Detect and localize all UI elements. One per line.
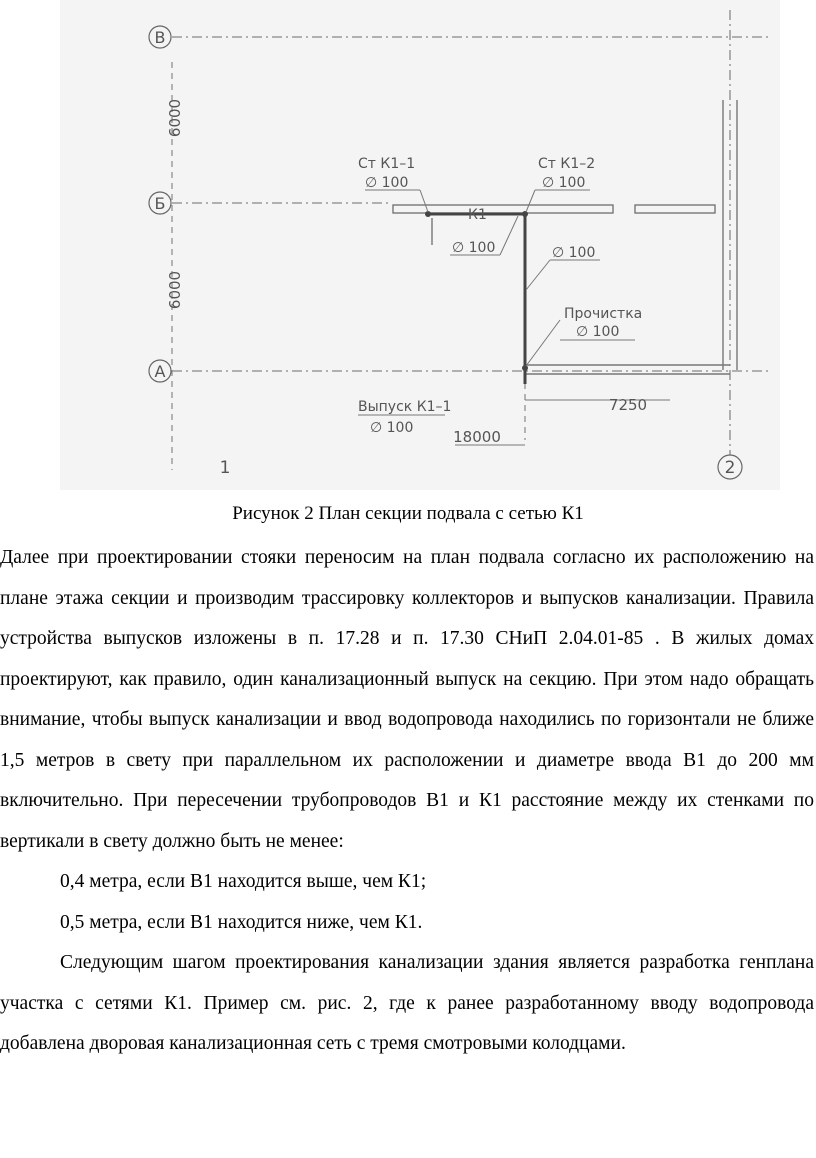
st2-diameter: ∅ 100 [542, 175, 586, 191]
st2-label: Ст К1–2 [538, 156, 596, 172]
axis-label-a: А [154, 362, 166, 381]
body-text [0, 538, 814, 1065]
pipe2-diameter: ∅ 100 [552, 245, 596, 261]
plan-drawing [60, 0, 780, 490]
axis-label-v: В [154, 28, 166, 47]
figure-caption: Рисунок 2 План секции подвала с сетью К1 [232, 503, 584, 524]
st1-diameter: ∅ 100 [365, 175, 409, 191]
riser-st2-dot [522, 211, 528, 217]
outlet-label: Выпуск К1–1 [358, 399, 452, 415]
cleanout-diameter: ∅ 100 [576, 324, 620, 340]
paragraph-2: 0,4 метра, если В1 находится выше, чем К1; [60, 871, 427, 892]
leader-clean [526, 320, 560, 366]
dim-6000-top: 6000 [166, 98, 184, 138]
st1-label: Ст К1–1 [358, 156, 416, 172]
paragraph-3: 0,5 метра, если В1 находится ниже, чем К1. [60, 911, 423, 933]
axis-label-2: 2 [724, 458, 736, 478]
leader-pipe1 [500, 216, 518, 255]
paragraph-4: Следующим шагом проектирования канализации здания является разработка генплана участка с сетями К1. Пример см. рис. 2, где к ранее разработанному вводу водопровода добавлена дворовая канализационная сеть с тремя смотровыми колодцами. [0, 952, 814, 1054]
leader-st2 [526, 190, 535, 212]
dim-6000-bottom: 6000 [166, 270, 184, 310]
pipe1-diameter: ∅ 100 [452, 240, 496, 256]
paragraph-1: Далее при проектировании стояки переносим на план подвала согласно их расположению на плане этажа секции и производим трассировку коллекторов и выпусков канализации. Правила устройства выпусков изложены в п. 17.28 и п. 17.30 СНиП 2.04.01-85 . В жилых домах проектируют, как правило, один канализационный выпуск на секцию. При этом надо обращать внимание, чтобы выпуск канализации и ввод водопровода находились по горизонтали не ближе 1,5 метров в свету при параллельном их расположении и диаметре ввода В1 до 200 мм включительно. При пересечении трубопроводов В1 и К1 расстояние между их стенками по вертикали в свету должно быть не менее: [0, 547, 814, 852]
leader-st1 [420, 190, 428, 212]
cleanout-label: Прочистка [564, 306, 643, 322]
outlet-diameter: ∅ 100 [370, 420, 414, 436]
leader-pipe2 [526, 260, 550, 290]
wall-b-right [635, 205, 715, 213]
axis-label-1: 1 [219, 458, 231, 478]
cleanout-dot [522, 365, 528, 371]
k1-label: К1 [468, 207, 487, 223]
dim-7250: 7250 [608, 396, 648, 414]
dim-18000: 18000 [453, 428, 501, 446]
axis-label-b: Б [154, 194, 166, 213]
basement-plan-figure [60, 0, 780, 490]
